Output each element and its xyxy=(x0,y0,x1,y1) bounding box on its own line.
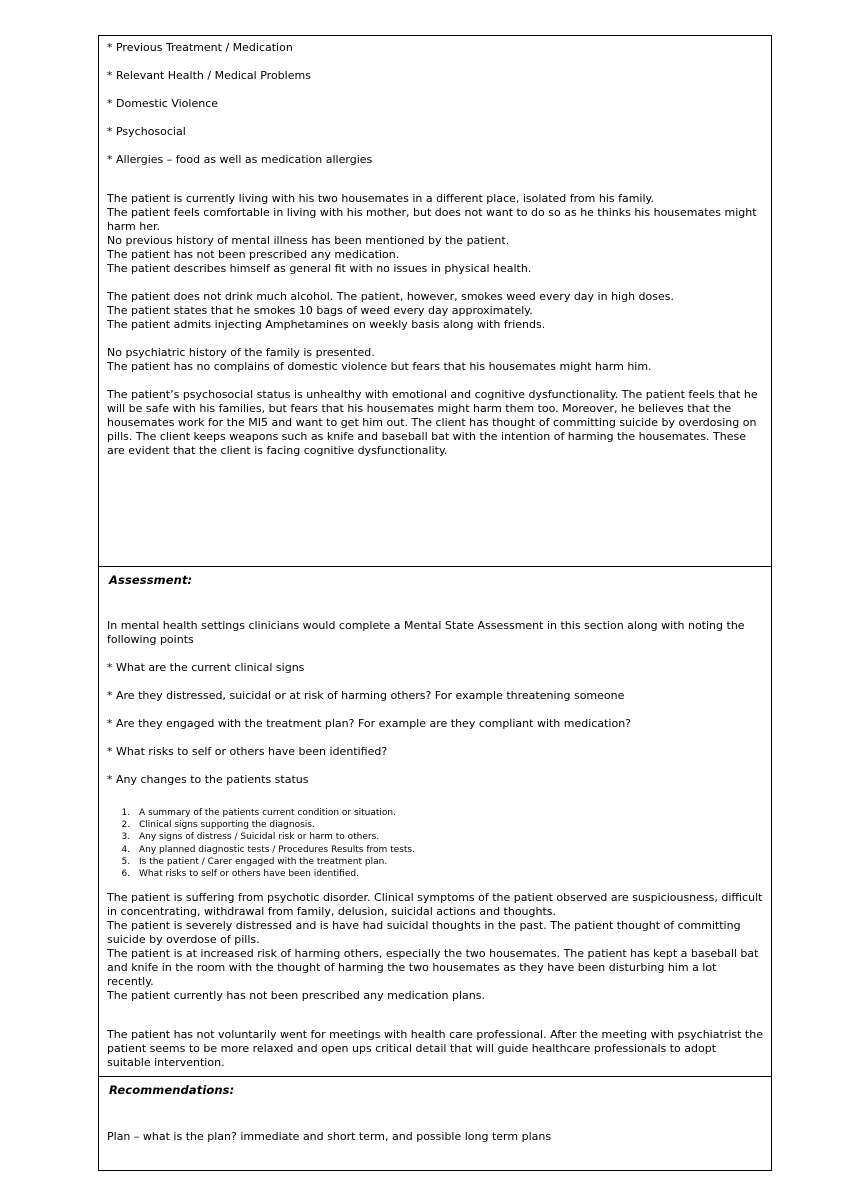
numbered-item: 4. Any planned diagnostic tests / Procedures Results from tests. xyxy=(133,844,763,856)
paragraph-line: The patient states that he smokes 10 bags of weed every day approximately. xyxy=(107,304,533,317)
spacer xyxy=(107,587,763,619)
paragraph-engagement xyxy=(107,1028,763,1070)
numbered-item: 3. Any signs of distress / Suicidal risk or harm to others. xyxy=(133,831,763,843)
numbered-item: 6. What risks to self or others have been identified. xyxy=(133,868,763,880)
assessment-numbered-list xyxy=(107,807,763,880)
recommendations-heading: Recommendations: xyxy=(109,1083,235,1098)
numbered-item: 2. Clinical signs supporting the diagnosis. xyxy=(133,819,763,831)
paragraph-line: Plan – what is the plan? immediate and short term, and possible long term plans xyxy=(107,1130,552,1144)
paragraph-family-domestic xyxy=(107,346,763,374)
section-recommendations xyxy=(99,1076,771,1170)
spacer xyxy=(107,1017,763,1028)
paragraph-line: The patient is currently living with his two housemates in a different place, isolated from his family. xyxy=(107,192,654,205)
paragraph-substance-use xyxy=(107,290,763,332)
spacer xyxy=(107,1097,763,1130)
blank-space xyxy=(107,1144,763,1164)
checklist-item: * Are they engaged with the treatment plan? For example are they compliant with medication? xyxy=(107,717,631,730)
paragraph-line: The patient has not voluntarily went for meetings with health care professional. After the meeting with psychiatrist the patient seems to be more relaxed and open ups critical detail that will guide healthcare professionals to adopt suitable intervention. xyxy=(107,1028,763,1070)
paragraph-line: No previous history of mental illness has been mentioned by the patient. xyxy=(107,234,510,247)
spacer xyxy=(107,880,763,891)
numbered-item: 1. A summary of the patients current condition or situation. xyxy=(133,807,763,819)
paragraph-line: The patient feels comfortable in living with his mother, but does not want to do so as he thinks his housemates might harm her. xyxy=(107,206,757,233)
checklist-item: * Are they distressed, suicidal or at risk of harming others? For example threatening someone xyxy=(107,689,625,702)
blank-space xyxy=(107,472,763,560)
checklist-item: * Psychosocial xyxy=(107,125,186,138)
paragraph-living-situation xyxy=(107,192,763,276)
paragraph-line: The patient describes himself as general fit with no issues in physical health. xyxy=(107,262,532,275)
paragraph-line: The patient currently has not been prescribed any medication plans. xyxy=(107,989,485,1003)
paragraph-line: No psychiatric history of the family is presented. xyxy=(107,346,375,359)
checklist-item: * What are the current clinical signs xyxy=(107,661,305,674)
checklist-item: * Domestic Violence xyxy=(107,97,219,110)
assessment-checklist xyxy=(107,661,763,787)
paragraph-line: The patient is suffering from psychotic disorder. Clinical symptoms of the patient observed are suspiciousness, difficult in concentrating, withdrawal from family, delusion, suicidal actions and thoughts. xyxy=(107,891,763,919)
spacer xyxy=(107,167,763,192)
paragraph-line: The patient is severely distressed and is have had suicidal thoughts in the past. The patient thought of committing suicide by overdose of pills. xyxy=(107,919,741,947)
section-history xyxy=(99,36,771,566)
checklist-item: * Any changes to the patients status xyxy=(107,773,309,786)
checklist-item: * Previous Treatment / Medication xyxy=(107,41,293,54)
assessment-heading: Assessment: xyxy=(109,573,193,587)
section-assessment xyxy=(99,566,771,1076)
checklist-item: * Relevant Health / Medical Problems xyxy=(107,69,311,82)
paragraph-psychosocial-status xyxy=(107,388,763,458)
numbered-item: 5. Is the patient / Carer engaged with the treatment plan. xyxy=(133,856,763,868)
clinical-record-table xyxy=(98,35,772,1171)
spacer xyxy=(107,787,763,807)
paragraph-line: The patient’s psychosocial status is unhealthy with emotional and cognitive dysfunctionality. The patient feels that he will be safe with his families, but fears that his housemates might harm them too. Moreover, he believes that the housemates work for the MI5 and want to get him out. The client has thought of committing suicide by overdosing on pills. The client keeps weapons such as knife and baseball bat with the intention of harming the housemates. These are evident that the client is facing cognitive dysfunctionality. xyxy=(107,388,758,457)
history-checklist xyxy=(107,41,763,167)
paragraph-line: The patient does not drink much alcohol. The patient, however, smokes weed every day in high doses. xyxy=(107,290,674,303)
assessment-intro xyxy=(107,619,763,647)
checklist-item: * What risks to self or others have been identified? xyxy=(107,745,388,758)
paragraph-line: The patient is at increased risk of harming others, especially the two housemates. The patient has kept a baseball bat and knife in the room with the thought of harming the two housemates as they have been disturbing him a lot recently. xyxy=(107,947,759,989)
paragraph-line: The patient has no complains of domestic violence but fears that his housemates might harm him. xyxy=(107,360,652,373)
paragraph-plan xyxy=(107,1130,763,1144)
paragraph-line: The patient has not been prescribed any medication. xyxy=(107,248,400,261)
checklist-item: * Allergies – food as well as medication allergies xyxy=(107,153,373,166)
paragraph-line: The patient admits injecting Amphetamines on weekly basis along with friends. xyxy=(107,318,546,331)
paragraph-line: In mental health settings clinicians would complete a Mental State Assessment in this section along with noting the following points xyxy=(107,619,745,646)
paragraph-clinical-findings xyxy=(107,891,763,1003)
